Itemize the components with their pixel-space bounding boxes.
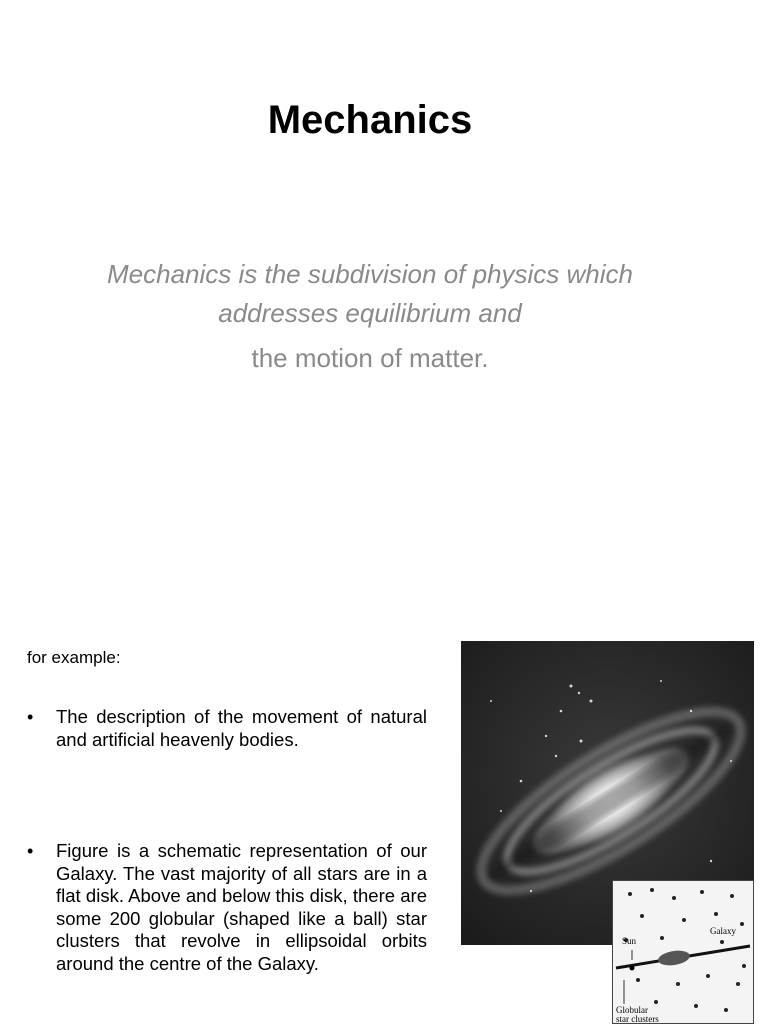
bullet-list — [27, 706, 427, 975]
subtitle-italic-text: Mechanics is the subdivision of physics which addresses equilibrium and — [106, 259, 634, 328]
slide-subtitle — [60, 255, 680, 378]
bullet-item-heavenly-bodies: • The description of the movement of natural and artificial heavenly bodies. — [27, 706, 427, 751]
bullet-item-galaxy-figure: • Figure is a schematic representation of our Galaxy. The vast majority of all stars are in a flat disk. Above and below this disk, there are some 200 globular (shaped like a ball) star clusters that revolve in ellipsoidal orbits around the centre of the Galaxy. — [27, 840, 427, 975]
inset-label-sun: Sun — [622, 936, 637, 946]
example-label: for example: — [27, 648, 121, 667]
galaxy-schematic-inset — [612, 880, 754, 1024]
inset-label-galaxy: Galaxy — [710, 926, 736, 936]
subtitle-normal-text: the motion of matter. — [251, 343, 489, 373]
slide-title: Mechanics — [267, 98, 473, 142]
inset-label-star-clusters: star clusters — [616, 1014, 659, 1024]
inset-label-globular: Globular — [616, 1005, 648, 1015]
